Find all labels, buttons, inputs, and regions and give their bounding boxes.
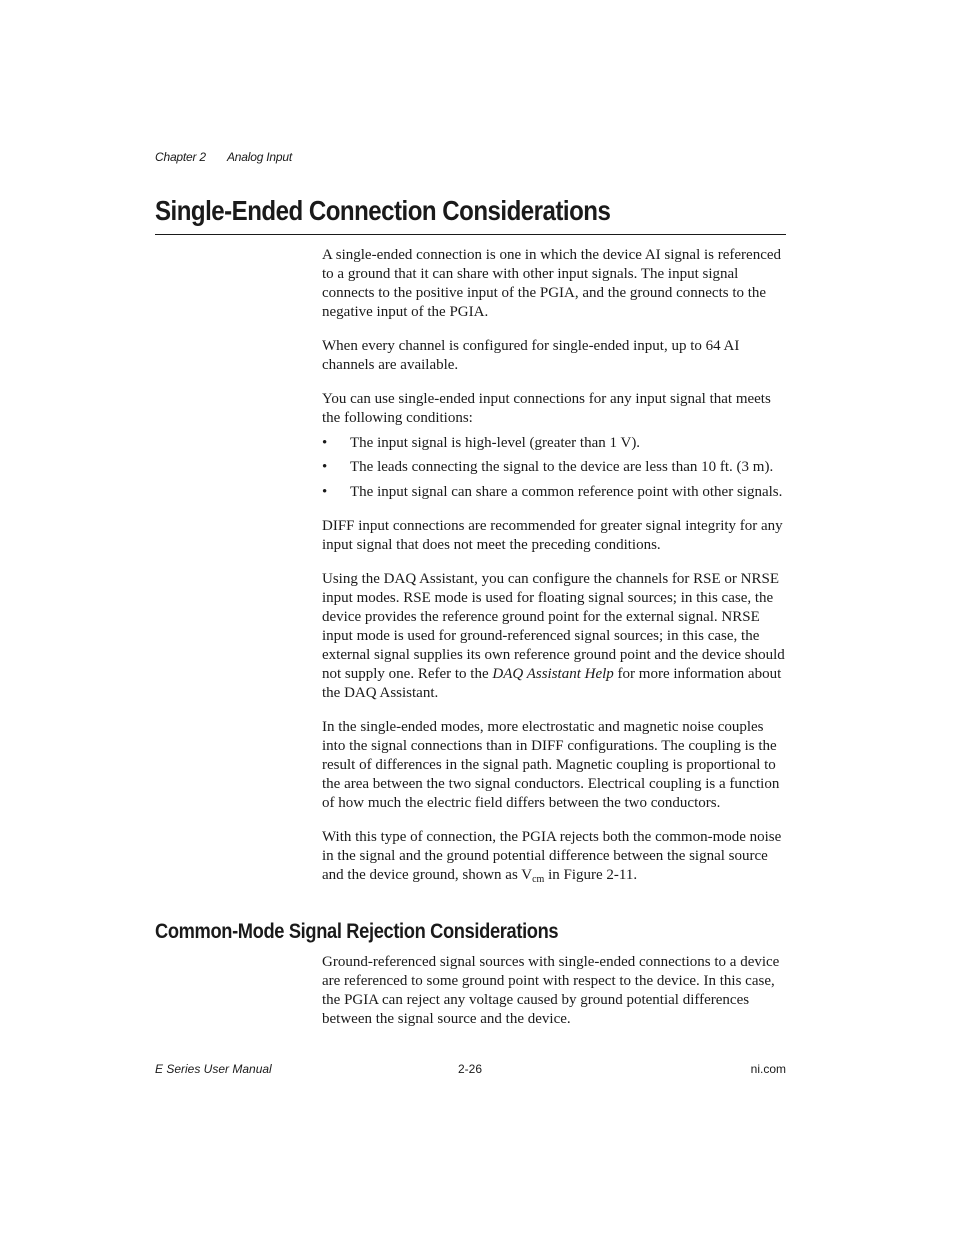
- paragraph-text: for more information about the DAQ Assistant.: [322, 665, 782, 701]
- heading-rule: [155, 234, 786, 235]
- section-heading-common-mode: Common-Mode Signal Rejection Considerations: [155, 920, 559, 943]
- list-item: [322, 458, 786, 477]
- paragraph-text: Using the DAQ Assistant, you can configure the channels for RSE or NRSE input modes. RSE mode is used for floating signal sources; in this case, the device provides the reference ground point for the external signal. NRSE input mode is used for ground-referenced signal sources; in this case, the external signal supplies its own reference ground point and the device should not supply one. Refer to the: [322, 571, 785, 682]
- section-body-single-ended: [322, 246, 786, 900]
- paragraph: In the single-ended modes, more electrostatic and magnetic noise couples into the signal connections than in DIFF configurations. The coupling is the result of differences in the signal path. Magnetic coupling is proportional to the area between the two signal conductors. Electrical coupling is a function of how much the electric field differs between the two conductors.: [322, 719, 780, 811]
- paragraph: DIFF input connections are recommended for greater signal integrity for any input signal that does not meet the preceding conditions.: [322, 517, 783, 553]
- section-heading-single-ended: Single-Ended Connection Considerations: [155, 195, 611, 226]
- list-item: [322, 483, 786, 502]
- bullet-icon: •: [322, 483, 328, 500]
- paragraph: Ground-referenced signal sources with single-ended connections to a device are referenced to some ground point with respect to the device. In this case, the PGIA can reject any voltage caused by ground potential differences between the signal source and the device.: [322, 954, 780, 1027]
- conditions-list: [322, 434, 786, 502]
- bullet-icon: •: [322, 459, 328, 476]
- paragraph: A single-ended connection is one in which the device AI signal is referenced to a ground that it can share with other input signals. The input signal connects to the positive input of the PGIA, and the ground connects to the negative input of the PGIA.: [322, 247, 782, 320]
- chapter-title: Analog Input: [227, 150, 292, 164]
- list-item-text: The input signal is high-level (greater than 1 V).: [350, 434, 641, 451]
- chapter-label: Chapter 2: [155, 150, 206, 164]
- doc-reference: DAQ Assistant Help: [492, 665, 614, 682]
- list-item-text: The input signal can share a common reference point with other signals.: [350, 483, 783, 500]
- paragraph: [322, 828, 786, 885]
- section-body-common-mode: [322, 953, 786, 1044]
- list-item-text: The leads connecting the signal to the device are less than 10 ft. (3 m).: [350, 459, 774, 476]
- list-item: [322, 434, 786, 453]
- paragraph: [322, 570, 786, 702]
- subscript: cm: [532, 873, 545, 885]
- paragraph-text: With this type of connection, the PGIA rejects both the common-mode noise in the signal and the ground potential difference between the signal source and the device ground, shown as V: [322, 829, 782, 883]
- footer-manual-title: E Series User Manual: [155, 1062, 272, 1076]
- running-header: [155, 150, 292, 164]
- paragraph-text: in Figure 2-11.: [544, 866, 638, 883]
- paragraph: You can use single-ended input connections for any input signal that meets the following conditions:: [322, 391, 771, 427]
- bullet-icon: •: [322, 434, 328, 451]
- paragraph: When every channel is configured for single-ended input, up to 64 AI channels are available.: [322, 338, 740, 374]
- footer-page-number: 2-26: [458, 1062, 483, 1076]
- footer-website: ni.com: [750, 1062, 786, 1076]
